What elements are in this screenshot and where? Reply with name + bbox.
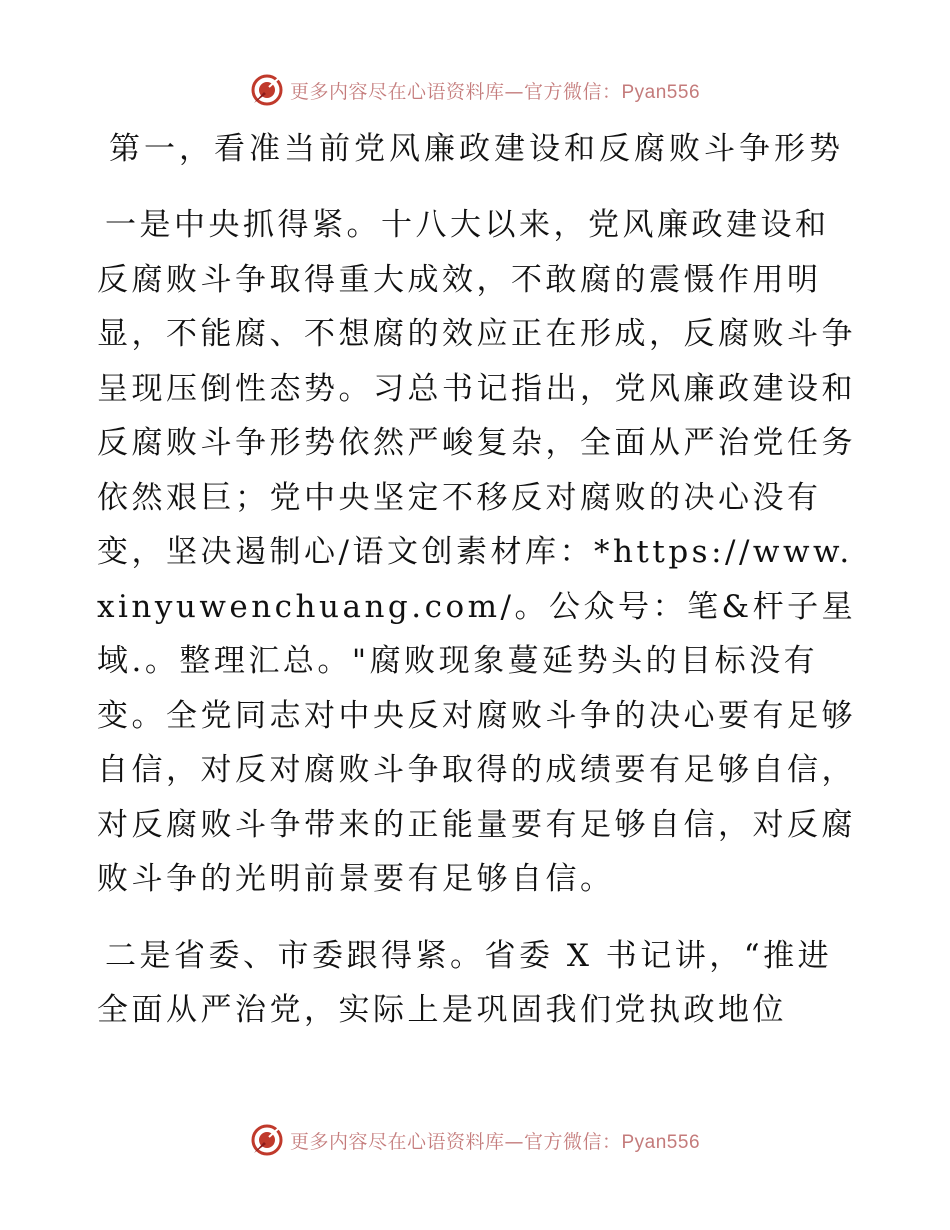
document-body xyxy=(97,124,857,1060)
watermark-text xyxy=(290,1127,700,1154)
section-heading: 第一，看准当前党风廉政建设和反腐败斗争形势 xyxy=(109,131,844,167)
header-watermark-banner xyxy=(0,70,950,110)
pen-nib-logo-icon xyxy=(250,1123,284,1157)
footer-watermark-banner xyxy=(0,1120,950,1160)
watermark-label: 更多内容尽在心语资料库—官方微信： xyxy=(289,1130,622,1153)
watermark-account: Pyan556 xyxy=(621,1131,701,1153)
watermark-text xyxy=(290,77,700,104)
paragraph-2: 二是省委、市委跟得紧。省委 X 书记讲，“推进全面从严治党，实际上是巩固我们党执政地位 xyxy=(97,937,833,1028)
paragraph-1: 一是中央抓得紧。十八大以来，党风廉政建设和反腐败斗争取得重大成效，不敢腐的震慑作用明显，不能腐、不想腐的效应正在形成，反腐败斗争呈现压倒性态势。习总书记指出，党风廉政建设和反腐败斗争形势依然严峻复杂，全面从严治党任务依然艰巨；党中央坚定不移反对腐败的决心没有变，坚决遏制心/语文创素材库：*https://www.xinyuwenchuang.com/。公众号：笔&杆子星域.。整理汇总。"腐败现象蔓延势头的目标没有变。全党同志对中央反对腐败斗争的决心要有足够自信，对反对腐败斗争取得的成绩要有足够自信，对反腐败斗争带来的正能量要有足够自信，对反腐败斗争的光明前景要有足够自信。 xyxy=(97,207,857,897)
watermark-label: 更多内容尽在心语资料库—官方微信： xyxy=(289,80,622,103)
watermark-account: Pyan556 xyxy=(621,81,701,103)
pen-nib-logo-icon xyxy=(250,73,284,107)
